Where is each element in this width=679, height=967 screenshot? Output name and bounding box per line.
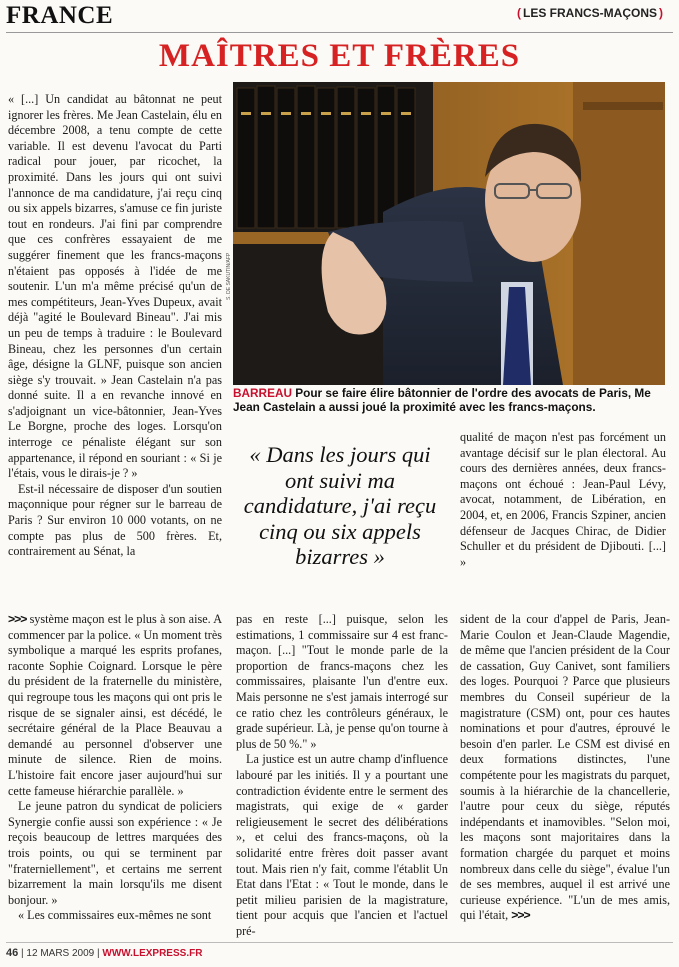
column-2-bottom bbox=[236, 612, 448, 939]
paragraph: Est-il nécessaire de disposer d'un soutien maçonnique pour régner sur le barreau de Paris ? Sur environ 10 000 votants, on ne compte pas plus de 500 frères. Et, contrairement au Sénat, la bbox=[8, 481, 222, 559]
caption-keyword: BARREAU bbox=[233, 386, 292, 400]
paragraph-text: sident de la cour d'appel de Paris, Jean-Marie Coulon et Jean-Claude Magendie, de même que l'ancien président de la Cour de cassation, Guy Canivet, sont familiers des loges. Pourquoi ? Parce que plusieurs membres du Conseil supérieur de la magistrature (CSM) ont, pour ces hautes nominations et pour d'autres, éprouvé le besoin d'en parler. Le CSM est divisé en deux formations distinctes, l'une compétente pour les magistrats du parquet, soumis à la hiérarchie de la chancellerie, l'autre pour ceux du siège, réputés indépendants et inamovibles. "Selon moi, les maçons sont majoritaires dans la formation chargée du parquet et moins nombreux dans celle du siège", évalue l'un de ses membres, auquel il est arrivé une curieuse expérience. "L'un de mes amis, qui l'était, bbox=[460, 612, 670, 923]
website-link[interactable]: WWW.LEXPRESS.FR bbox=[102, 948, 203, 959]
paragraph: La justice est un autre champ d'influence labouré par les initiés. Il y a pourtant une contradiction évidente entre le serment des magistrats, qui exige de « garder religieusement le secret des délibérations », et celui des francs-maçons, où la solidarité entre frères doit passer avant tout. Mais rien n'y fait, comme l'établit Un Etat dans l'Etat : « Tout le monde, dans le petit milieu parisien de la magistrature, tient pour acquis que l'ancien et l'actuel pré- bbox=[236, 752, 448, 938]
footer-separator: | bbox=[97, 948, 103, 959]
footer-separator: | bbox=[21, 948, 27, 959]
column-3-bottom bbox=[460, 612, 670, 924]
continuation-marker: >>> bbox=[8, 612, 27, 626]
continuation-marker: >>> bbox=[511, 908, 530, 923]
paragraph: pas en reste [...] puisque, selon les estimations, 1 commissaire sur 4 est franc-maçon. [...] "Tout le monde parle de la proportion de francs-maçons chez les commissaires, plaisante l'un d'entre eux. Mais personne ne s'est jamais interrogé sur ce ratio chez les contrôleurs généraux, le grade supérieur. Là, je pense qu'on tourne à plus de 50 %." » bbox=[236, 612, 448, 751]
page-footer bbox=[6, 947, 202, 959]
issue-date: 12 MARS 2009 bbox=[26, 948, 95, 959]
column-1-top bbox=[8, 92, 222, 560]
portrait-illustration bbox=[233, 82, 665, 385]
paren-open: ( bbox=[517, 6, 521, 20]
paren-close: ) bbox=[659, 6, 663, 20]
footer-rule bbox=[6, 942, 673, 943]
paragraph-text: système maçon est le plus à son aise. A commencer par la police. « Un moment très symbolique a marqué les esprits profanes, raconte Sophie Coignard. Lorsque le père du président de la fraternelle du ministère, qui regroupe tous les maçons qui ont pris le risque de se signaler ainsi, est décédé, le secrétaire général de la Place Beauvau a demandé au personnel d'observer une minute de silence. Rien de moins. L'histoire fait encore jaser aujourd'hui sur cette fameuse hiérarchie parallèle. » bbox=[8, 612, 222, 798]
photo-credit: S. DE SAKUTIN/AFP bbox=[226, 252, 232, 300]
paragraph bbox=[8, 612, 222, 799]
rubric-label bbox=[515, 6, 665, 20]
photo-caption bbox=[233, 386, 665, 414]
page-number: 46 bbox=[6, 947, 19, 959]
column-3-top bbox=[460, 430, 666, 570]
paragraph: « [...] Un candidat au bâtonnat ne peut ignorer les frères. Me Jean Castelain, élu en décembre 2008, a tenu compte de cette variable. Il est devenu l'avocat du Parti radical pour jouer, par ricochet, la proximité. Dans les jours qui ont suivi l'annonce de ma candidature, j'ai reçu cinq ou six appels bizarres, s'amuse ce fin juriste tout en rondeurs. J'ai fini par comprendre que ces confrères essayaient de me suggérer finement que les francs-maçons n'étaient pas opposés à l'idée de me soutenir. L'un m'a même précisé qu'un de mes compétiteurs, Jean-Yves Dupeux, avait déjà "agité le Boulevard Bineau". J'ai mis un peu de temps à traduire : le Boulevard Bineau, chez les personnes d'un certain âge, désigne la GLNF, puisque son ancien siège s'y trouvait. » Jean Castelain n'a pas donné suite. Il a en revanche innové en s'adjoignant un vice-bâtonnier, Jean-Yves Le Borgne, proche des loges. Lorsqu'on interroge ce pénaliste élégant sur son appartenance, il répond en souriant : « Si je l'étais, vous le dirais-je ? » bbox=[8, 92, 222, 481]
portrait-photo bbox=[233, 82, 665, 385]
column-1-bottom bbox=[8, 612, 222, 924]
caption-text: Pour se faire élire bâtonnier de l'ordre des avocats de Paris, Me Jean Castelain a aussi joué la proximité avec les francs-maçons. bbox=[233, 386, 651, 414]
rubric-text: LES FRANCS-MAÇONS bbox=[523, 6, 657, 20]
paragraph: qualité de maçon n'est pas forcément un avantage décisif sur le plan électoral. Au cours des dernières années, deux francs-maçons ont échoué : Jean-Paul Lévy, avocat, notamment, de Libération, en 2004, et, en 2006, Francis Szpiner, ancien défenseur de Jacques Chirac, de Didier Schuller et du président de Djibouti. [...] » bbox=[460, 430, 666, 569]
section-title: FRANCE bbox=[6, 2, 114, 29]
header-rule bbox=[6, 32, 673, 33]
headline: MAÎTRES ET FRÈRES bbox=[158, 38, 521, 74]
pull-quote: « Dans les jours qui ont suivi ma candidature, j'ai reçu cinq ou six appels bizarres » bbox=[243, 442, 437, 569]
paragraph: Le jeune patron du syndicat de policiers Synergie confie aussi son expérience : « Je reçois beaucoup de lettres marquées des trois points, ou qui se terminent par "fraterniellement", et certains me serrent bizarrement la main lorsqu'ils me disent bonjour. » bbox=[8, 799, 222, 907]
paragraph: « Les commissaires eux-mêmes ne sont bbox=[18, 908, 212, 923]
paragraph bbox=[460, 612, 670, 924]
